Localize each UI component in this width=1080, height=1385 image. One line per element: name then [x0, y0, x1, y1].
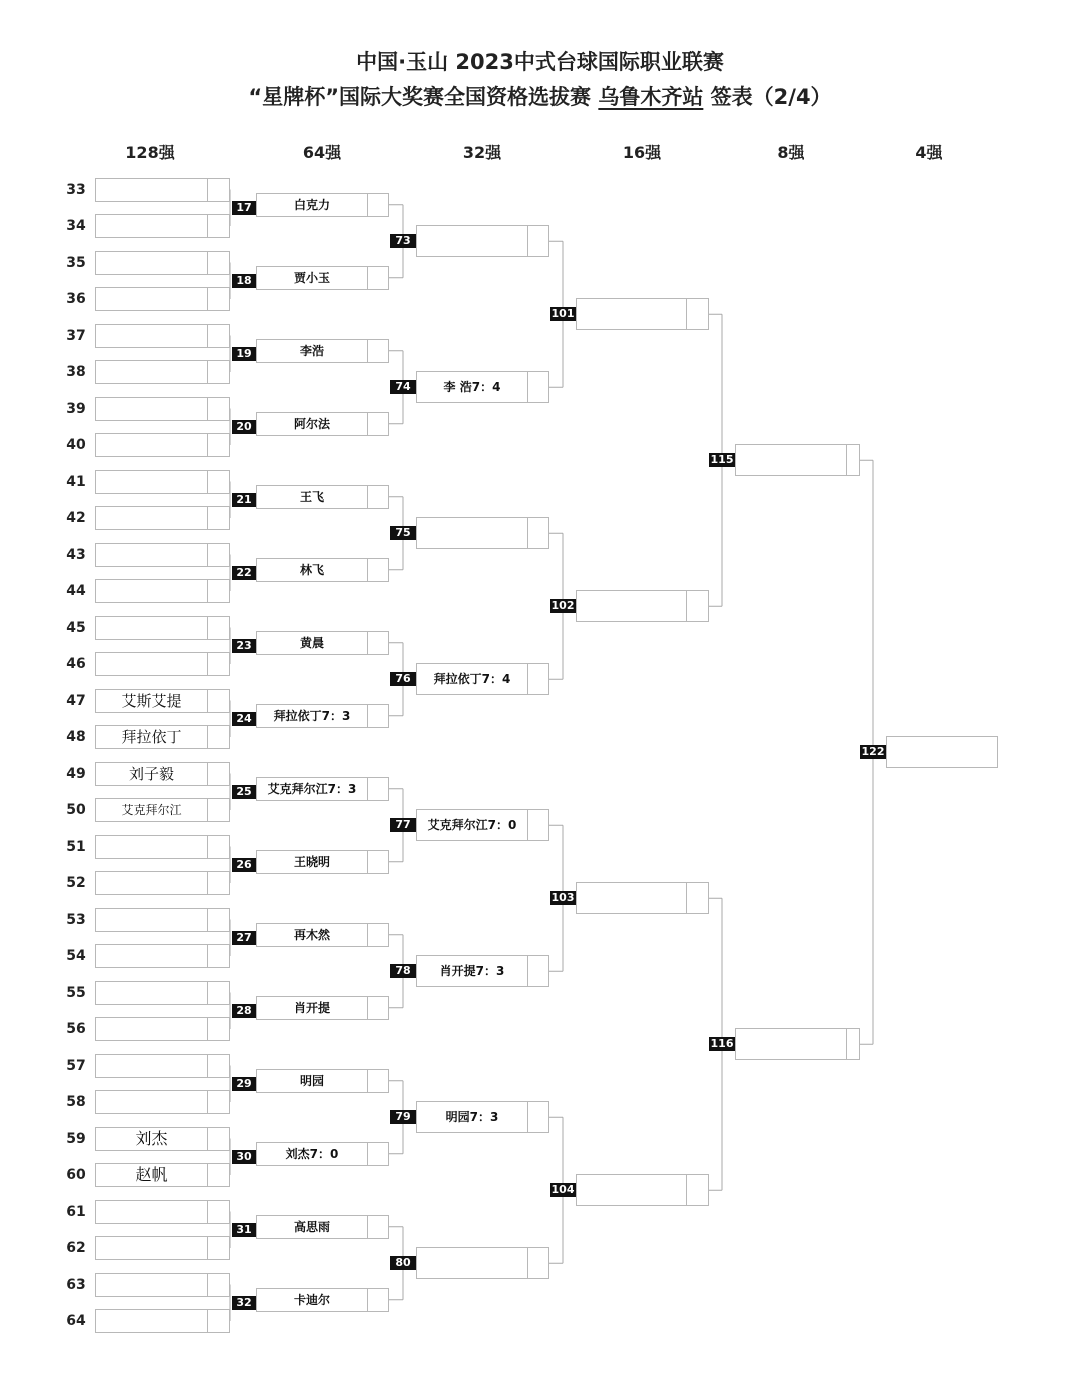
match-winner-box — [416, 1247, 528, 1279]
player-slot — [95, 944, 208, 968]
match-number-badge: 80 — [390, 1256, 416, 1270]
player-slot: 刘杰 — [95, 1127, 208, 1151]
match-winner-box: 明园7：3 — [416, 1101, 528, 1133]
match-box-tail — [687, 882, 709, 914]
match-winner-box: 贾小玉 — [256, 266, 368, 290]
slot-number: 52 — [66, 875, 86, 891]
slot-tail — [208, 835, 230, 859]
player-slot — [95, 1236, 208, 1260]
slot-tail — [208, 981, 230, 1005]
slot-number: 37 — [66, 327, 86, 344]
player-slot — [95, 1200, 208, 1224]
match-box-tail — [368, 1215, 389, 1239]
slot-tail — [208, 433, 230, 457]
slot-tail — [208, 871, 230, 895]
player-slot: 艾克拜尔江 — [95, 798, 208, 822]
player-slot — [95, 616, 208, 640]
slot-number: 39 — [66, 400, 86, 417]
match-box-tail — [368, 704, 389, 728]
slot-number: 56 — [66, 1021, 86, 1037]
match-box-tail — [368, 850, 389, 874]
round-header-8: 8强 — [777, 143, 805, 162]
slot-tail — [208, 324, 230, 348]
player-slot — [95, 251, 208, 275]
match-winner-box: 再木然 — [256, 923, 368, 947]
match-winner-box — [416, 517, 528, 549]
match-number-badge: 20 — [232, 420, 256, 434]
match-winner-box — [576, 882, 687, 914]
match-number-badge: 77 — [390, 818, 416, 832]
slot-number: 55 — [66, 984, 86, 1001]
match-number-badge: 26 — [232, 858, 256, 872]
round-header-4: 4强 — [915, 143, 943, 162]
player-slot — [95, 1090, 208, 1114]
slot-number: 51 — [66, 838, 86, 855]
match-box-tail — [368, 777, 389, 801]
match-number-badge: 115 — [710, 453, 734, 467]
match-number-badge: 30 — [232, 1150, 256, 1164]
slot-tail — [208, 1017, 230, 1041]
match-winner-box — [576, 1174, 687, 1206]
round-header-32: 32强 — [462, 143, 502, 162]
player-slot — [95, 908, 208, 932]
player-slot — [95, 470, 208, 494]
match-box-tail — [368, 412, 389, 436]
match-winner-box: 李浩 — [256, 339, 368, 363]
slot-tail — [208, 908, 230, 932]
round-header-16: 16强 — [622, 143, 662, 162]
player-slot — [95, 835, 208, 859]
slot-tail — [208, 616, 230, 640]
slot-tail — [208, 762, 230, 786]
slot-number: 48 — [66, 729, 86, 745]
slot-tail — [208, 543, 230, 567]
match-box-tail — [368, 631, 389, 655]
match-number-badge: 32 — [232, 1296, 256, 1310]
match-box-tail — [368, 1069, 389, 1093]
match-winner-box: 林飞 — [256, 558, 368, 582]
slot-tail — [208, 214, 230, 238]
match-box-tail — [368, 1288, 389, 1312]
bracket-title: 中国·玉山 2023中式台球国际职业联赛 — [356, 50, 724, 74]
match-number-badge: 25 — [232, 785, 256, 799]
slot-tail — [208, 1236, 230, 1260]
match-box-tail — [368, 996, 389, 1020]
slot-tail — [208, 1054, 230, 1078]
match-winner-box — [416, 225, 528, 257]
player-slot: 拜拉依丁 — [95, 725, 208, 749]
slot-tail — [208, 251, 230, 275]
match-number-badge: 18 — [232, 274, 256, 288]
slot-number: 61 — [66, 1203, 86, 1220]
slot-number: 58 — [66, 1094, 86, 1110]
match-winner-box — [576, 590, 687, 622]
match-box-tail — [687, 298, 709, 330]
match-box-tail — [368, 266, 389, 290]
match-winner-box: 艾克拜尔江7：3 — [256, 777, 368, 801]
player-slot — [95, 178, 208, 202]
match-box-tail — [528, 371, 549, 403]
slot-number: 33 — [66, 181, 86, 198]
slot-tail — [208, 1127, 230, 1151]
match-winner-box: 卡迪尔 — [256, 1288, 368, 1312]
match-number-badge: 116 — [710, 1037, 734, 1051]
player-slot — [95, 433, 208, 457]
match-number-badge: 79 — [390, 1110, 416, 1124]
match-box-tail — [528, 517, 549, 549]
match-number-badge: 23 — [232, 639, 256, 653]
match-number-badge: 27 — [232, 931, 256, 945]
match-winner-box: 李 浩7：4 — [416, 371, 528, 403]
slot-tail — [208, 470, 230, 494]
slot-number: 36 — [66, 291, 86, 307]
match-box-tail — [368, 558, 389, 582]
slot-number: 34 — [66, 218, 86, 234]
slot-number: 63 — [66, 1276, 86, 1293]
slot-tail — [208, 1273, 230, 1297]
match-winner-box: 肖开提7：3 — [416, 955, 528, 987]
match-box-tail — [528, 225, 549, 257]
match-number-badge: 22 — [232, 566, 256, 580]
player-slot — [95, 652, 208, 676]
match-number-badge: 17 — [232, 201, 256, 215]
match-number-badge: 102 — [551, 599, 575, 613]
match-box-tail — [847, 1028, 860, 1060]
player-slot: 赵帆 — [95, 1163, 208, 1187]
slot-number: 45 — [66, 619, 86, 636]
match-number-badge: 122 — [861, 745, 885, 759]
match-box-tail — [687, 590, 709, 622]
player-slot — [95, 871, 208, 895]
subtitle-suffix: 签表（2/4） — [710, 85, 832, 109]
match-winner-box: 白克力 — [256, 193, 368, 217]
slot-number: 41 — [66, 473, 86, 490]
match-number-badge: 75 — [390, 526, 416, 540]
slot-tail — [208, 178, 230, 202]
slot-tail — [208, 287, 230, 311]
match-box-tail — [368, 485, 389, 509]
slot-number: 53 — [66, 911, 86, 928]
slot-number: 43 — [66, 546, 86, 563]
match-winner-box: 王飞 — [256, 485, 368, 509]
player-slot — [95, 214, 208, 238]
match-number-badge: 74 — [390, 380, 416, 394]
player-slot — [95, 1054, 208, 1078]
player-slot — [95, 543, 208, 567]
slot-number: 40 — [66, 437, 86, 453]
slot-number: 64 — [66, 1313, 86, 1329]
slot-number: 47 — [66, 692, 86, 709]
slot-tail — [208, 397, 230, 421]
player-slot: 刘子毅 — [95, 762, 208, 786]
slot-number: 60 — [66, 1167, 86, 1183]
slot-tail — [208, 652, 230, 676]
match-winner-box — [576, 298, 687, 330]
match-number-badge: 76 — [390, 672, 416, 686]
match-number-badge: 31 — [232, 1223, 256, 1237]
slot-tail — [208, 506, 230, 530]
match-number-badge: 101 — [551, 307, 575, 321]
match-winner-box: 肖开提 — [256, 996, 368, 1020]
player-slot — [95, 397, 208, 421]
slot-number: 54 — [66, 948, 86, 964]
slot-tail — [208, 360, 230, 384]
slot-number: 57 — [66, 1057, 86, 1074]
player-slot — [95, 287, 208, 311]
match-number-badge: 78 — [390, 964, 416, 978]
match-winner-box: 王晓明 — [256, 850, 368, 874]
match-box-tail — [368, 339, 389, 363]
match-winner-box — [735, 1028, 847, 1060]
match-number-badge: 24 — [232, 712, 256, 726]
match-winner-box: 阿尔法 — [256, 412, 368, 436]
match-box-tail — [528, 809, 549, 841]
match-box-tail — [528, 1247, 549, 1279]
slot-tail — [208, 579, 230, 603]
match-winner-box: 黄晨 — [256, 631, 368, 655]
slot-tail — [208, 1309, 230, 1333]
match-number-badge: 21 — [232, 493, 256, 507]
match-box-tail — [528, 663, 549, 695]
round-header-64: 64强 — [302, 143, 342, 162]
match-winner-box — [886, 736, 998, 768]
player-slot — [95, 324, 208, 348]
match-box-tail — [528, 955, 549, 987]
player-slot — [95, 579, 208, 603]
match-winner-box: 拜拉依丁7：4 — [416, 663, 528, 695]
match-box-tail — [847, 444, 860, 476]
slot-tail — [208, 1163, 230, 1187]
player-slot — [95, 1273, 208, 1297]
slot-number: 49 — [66, 765, 86, 782]
match-number-badge: 73 — [390, 234, 416, 248]
slot-tail — [208, 725, 230, 749]
slot-number: 62 — [66, 1240, 86, 1256]
match-winner-box: 明园 — [256, 1069, 368, 1093]
slot-number: 35 — [66, 254, 86, 271]
player-slot — [95, 360, 208, 384]
slot-number: 50 — [66, 802, 86, 818]
slot-number: 42 — [66, 510, 86, 526]
slot-tail — [208, 1090, 230, 1114]
slot-tail — [208, 944, 230, 968]
match-box-tail — [368, 1142, 389, 1166]
player-slot — [95, 1309, 208, 1333]
match-winner-box: 拜拉依丁7：3 — [256, 704, 368, 728]
match-winner-box: 刘杰7：0 — [256, 1142, 368, 1166]
slot-number: 59 — [66, 1130, 86, 1147]
match-winner-box: 艾克拜尔江7：0 — [416, 809, 528, 841]
subtitle-prefix: “星牌杯”国际大奖赛全国资格选拔赛 — [248, 85, 592, 109]
slot-tail — [208, 689, 230, 713]
match-number-badge: 19 — [232, 347, 256, 361]
slot-number: 38 — [66, 364, 86, 380]
match-number-badge: 28 — [232, 1004, 256, 1018]
slot-number: 46 — [66, 656, 86, 672]
slot-number: 44 — [66, 583, 86, 599]
match-box-tail — [528, 1101, 549, 1133]
round-header-128: 128强 — [125, 143, 175, 162]
match-box-tail — [368, 923, 389, 947]
slot-tail — [208, 798, 230, 822]
player-slot: 艾斯艾提 — [95, 689, 208, 713]
match-winner-box: 高思雨 — [256, 1215, 368, 1239]
player-slot — [95, 506, 208, 530]
match-number-badge: 29 — [232, 1077, 256, 1091]
match-box-tail — [687, 1174, 709, 1206]
station-name: 乌鲁木齐站 — [598, 85, 704, 109]
player-slot — [95, 981, 208, 1005]
player-slot — [95, 1017, 208, 1041]
match-winner-box — [735, 444, 847, 476]
match-number-badge: 104 — [551, 1183, 575, 1197]
match-number-badge: 103 — [551, 891, 575, 905]
slot-tail — [208, 1200, 230, 1224]
match-box-tail — [368, 193, 389, 217]
